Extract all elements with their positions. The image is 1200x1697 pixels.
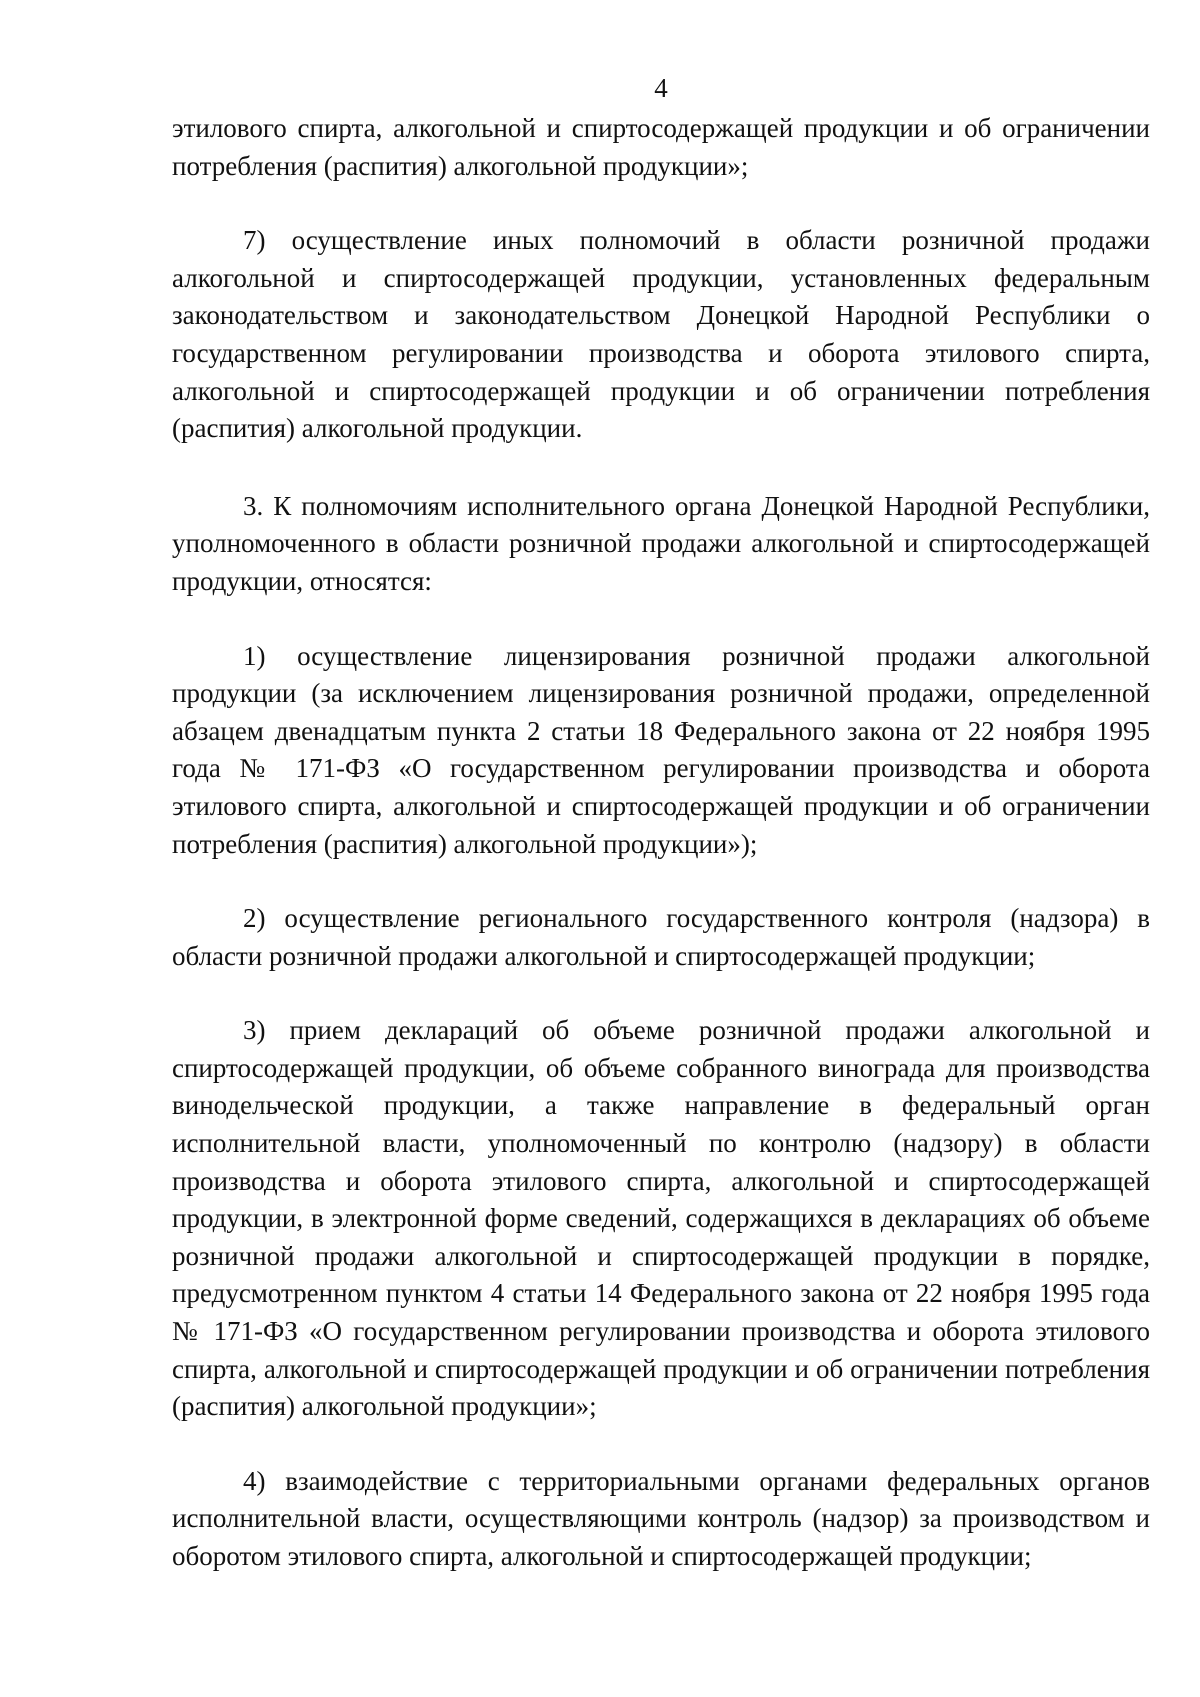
- paragraph-spacer: [172, 185, 1150, 222]
- paragraph-spacer: [172, 601, 1150, 638]
- paragraph-continuation: этилового спирта, алкогольной и спиртосодержащей продукции и об ограничении потребления (распития) алкогольной продукции»;: [172, 113, 1150, 181]
- paragraph-spacer: [172, 975, 1150, 1012]
- paragraph-spacer: [172, 1426, 1150, 1463]
- document-page: [172, 70, 1150, 1576]
- paragraph-spacer: [172, 448, 1150, 488]
- paragraph-spacer: [172, 863, 1150, 900]
- paragraph-item-1: 1) осуществление лицензирования розничной продажи алкогольной продукции (за исключением лицензирования розничной продажи, определенной абзацем двенадцатым пункта 2 статьи 18 Федерального закона от 22 ноября 1995 года № 171-ФЗ «О государственном регулировании производства и оборота этилового спирта, алкогольной и спиртосодержащей продукции и об ограничении потребления (распития) алкогольной продукции»);: [172, 640, 1150, 859]
- page-number: 4: [654, 73, 668, 103]
- paragraph-item-4: 4) взаимодействие с территориальными органами федеральных органов исполнительной власти, осуществляющими контроль (надзор) за производством и оборотом этилового спирта, алкогольной и спиртосодержащей продукции;: [172, 1465, 1150, 1571]
- paragraph-section-3: 3. К полномочиям исполнительного органа Донецкой Народной Республики, уполномоченного в области розничной продажи алкогольной и спиртосодержащей продукции, относятся:: [172, 490, 1150, 596]
- paragraph-item-7: 7) осуществление иных полномочий в области розничной продажи алкогольной и спиртосодержащей продукции, установленных федеральным законодательством и законодательством Донецкой Народной Республики о государственном регулировании производства и оборота этилового спирта, алкогольной и спиртосодержащей продукции и об ограничении потребления (распития) алкогольной продукции.: [172, 225, 1150, 444]
- paragraph-item-3: 3) прием деклараций об объеме розничной продажи алкогольной и спиртосодержащей продукции, об объеме собранного винограда для производства винодельческой продукции, а также направление в федеральный орган исполнительной власти, уполномоченный по контролю (надзору) в области производства и оборота этилового спирта, алкогольной и спиртосодержащей продукции, в электронной форме сведений, содержащихся в декларациях об объеме розничной продажи алкогольной и спиртосодержащей продукции в порядке, предусмотренном пунктом 4 статьи 14 Федерального закона от 22 ноября 1995 года № 171-ФЗ «О государственном регулировании производства и оборота этилового спирта, алкогольной и спиртосодержащей продукции и об ограничении потребления (распития) алкогольной продукции»;: [172, 1015, 1150, 1422]
- paragraph-item-2: 2) осуществление регионального государственного контроля (надзора) в области розничной продажи алкогольной и спиртосодержащей продукции;: [172, 903, 1150, 971]
